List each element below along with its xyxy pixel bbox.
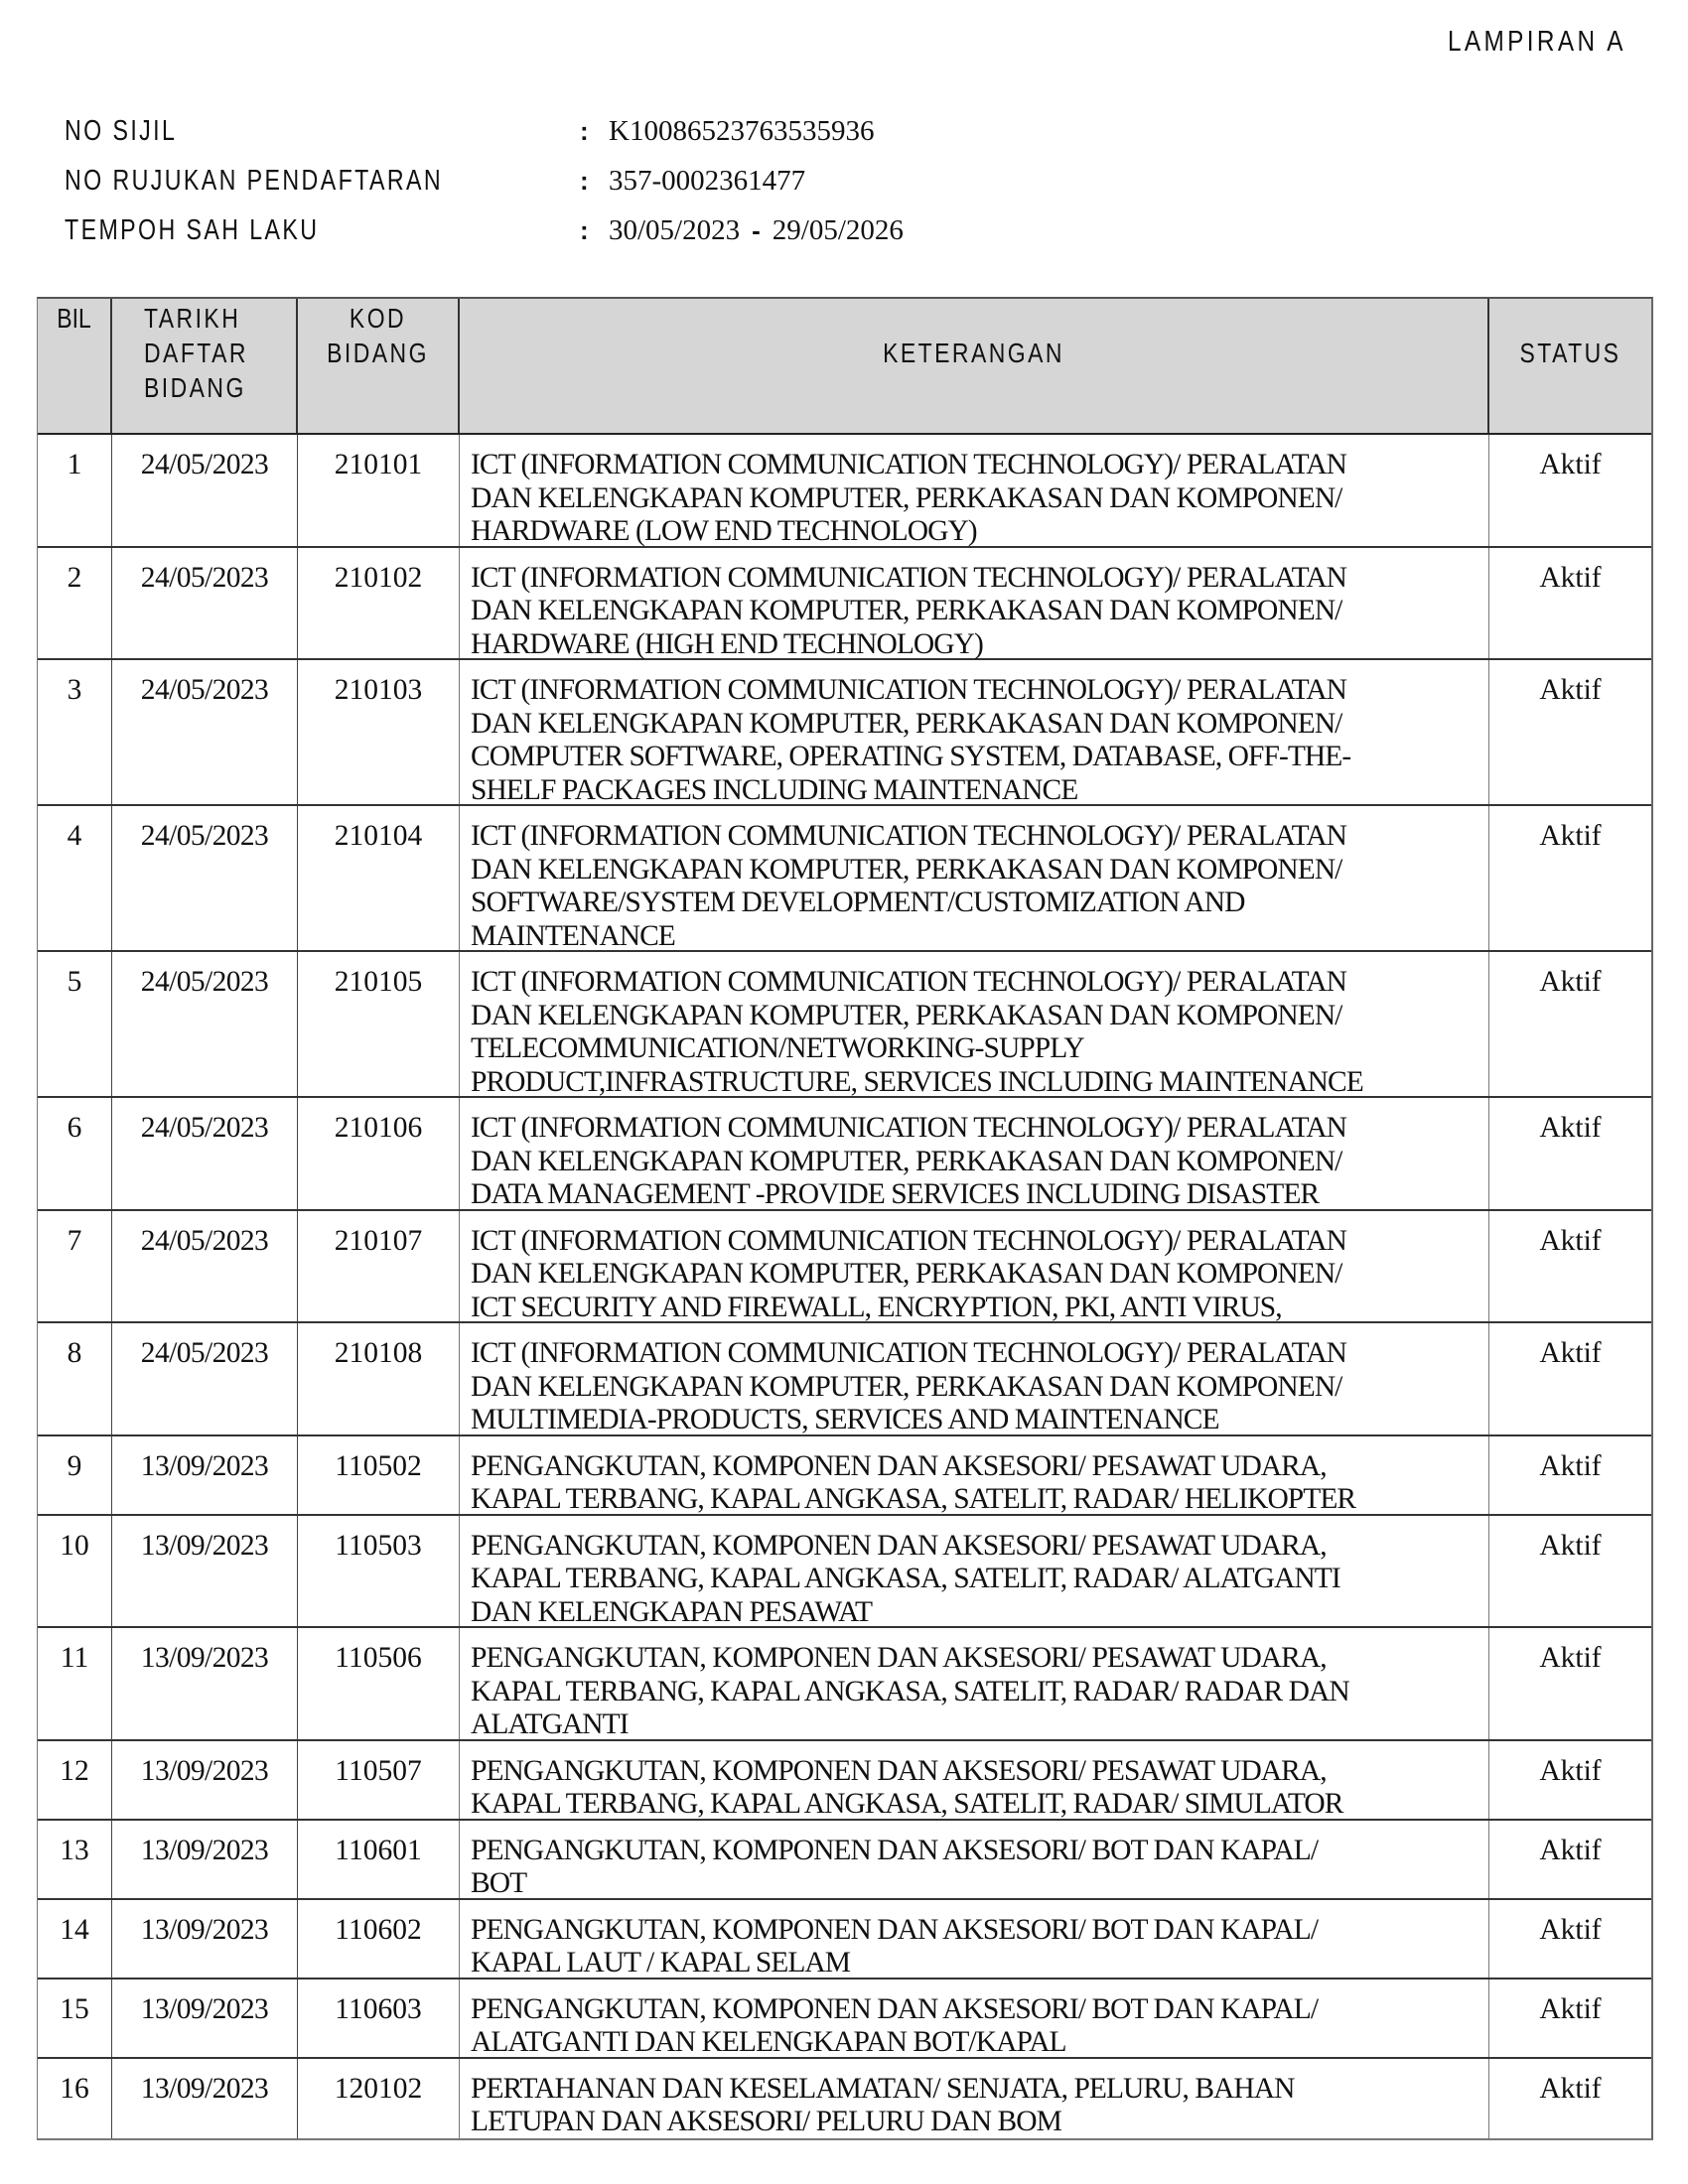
row-number: 4 (67, 820, 82, 852)
registration-date-cell (112, 1821, 298, 1898)
field-code-cell (298, 1436, 460, 1514)
field-description (471, 562, 1488, 662)
description-line: DAN KELENGKAPAN KOMPUTER, PERKAKASAN DAN KOMPONEN/ (471, 1370, 1342, 1403)
registration-date-cell (112, 1211, 298, 1322)
column-header-text: BIL (57, 303, 91, 334)
description-line: BOT (471, 1867, 527, 1899)
meta-label: NO SIJIL (65, 115, 178, 147)
registration-date: 13/09/2023 (140, 1529, 269, 1562)
description-line: MULTIMEDIA-PRODUCTS, SERVICES AND MAINTENANCE (471, 1404, 1219, 1435)
registration-date: 13/09/2023 (140, 1449, 269, 1482)
field-code-cell (298, 1098, 460, 1209)
row-number-cell (38, 548, 112, 659)
column-header-kod-bidang (298, 299, 460, 433)
meta-colon: : (580, 215, 589, 245)
table-row (38, 2059, 1651, 2138)
row-number: 6 (67, 1112, 82, 1144)
status-value-cell (1489, 1900, 1651, 1978)
description-line: ICT SECURITY AND FIREWALL, ENCRYPTION, PKI, ANTI VIRUS, (471, 1291, 1282, 1323)
field-code: 110603 (335, 1992, 422, 2025)
field-description (471, 966, 1488, 1099)
description-line: KAPAL TERBANG, KAPAL ANGKASA, SATELIT, RADAR/ RADAR DAN (471, 1675, 1349, 1707)
table-header-row (38, 299, 1651, 435)
column-header-status (1489, 299, 1651, 433)
description-line: KAPAL TERBANG, KAPAL ANGKASA, SATELIT, RADAR/ ALATGANTI (471, 1563, 1340, 1594)
registration-date: 24/05/2023 (140, 820, 269, 852)
appendix-label: LAMPIRAN A (1448, 26, 1626, 58)
validity-period (609, 210, 904, 250)
description-line: ALATGANTI (471, 1708, 629, 1740)
field-code-cell (298, 1741, 460, 1819)
status-value-cell (1489, 2059, 1651, 2138)
table-row (38, 548, 1651, 661)
registration-date-cell (112, 2059, 298, 2138)
field-description (471, 1642, 1488, 1742)
registration-date-cell (112, 1741, 298, 1819)
description-line: DATA MANAGEMENT -PROVIDE SERVICES INCLUDING DISASTER (471, 1178, 1320, 1210)
registration-date: 13/09/2023 (140, 1642, 269, 1674)
row-number-cell (38, 2059, 112, 2138)
status-value-cell (1489, 1741, 1651, 1819)
description-line: PENGANGKUTAN, KOMPONEN DAN AKSESORI/ BOT DAN KAPAL/ (471, 1913, 1319, 1946)
registration-date: 13/09/2023 (140, 1913, 269, 1946)
row-number-cell (38, 1628, 112, 1739)
status-value-cell (1489, 1211, 1651, 1322)
field-description-cell (460, 1323, 1489, 1434)
description-line: PENGANGKUTAN, KOMPONEN DAN AKSESORI/ PESAWAT UDARA, (471, 1754, 1327, 1787)
field-description-cell (460, 1516, 1489, 1627)
field-code: 210107 (334, 1224, 423, 1257)
row-number: 7 (67, 1224, 82, 1257)
table-row (38, 1900, 1651, 1979)
status-value-cell (1489, 1436, 1651, 1514)
table-row (38, 1628, 1651, 1741)
status-value-cell (1489, 1979, 1651, 2057)
status-value-cell (1489, 660, 1651, 804)
field-code-cell (298, 1323, 460, 1434)
description-line: PENGANGKUTAN, KOMPONEN DAN AKSESORI/ BOT DAN KAPAL/ (471, 1834, 1319, 1866)
description-line: ICT (INFORMATION COMMUNICATION TECHNOLOGY)/ PERALATAN (471, 449, 1346, 480)
field-code-cell (298, 952, 460, 1096)
description-line: MAINTENANCE (471, 919, 675, 952)
description-line: HARDWARE (LOW END TECHNOLOGY) (471, 515, 977, 547)
field-code: 120102 (334, 2072, 423, 2105)
column-header-text: KETERANGAN (883, 338, 1064, 368)
column-header-tarikh-daftar-bidang (112, 299, 298, 433)
registration-date: 13/09/2023 (140, 1992, 269, 2025)
field-description-cell (460, 806, 1489, 950)
description-line: DAN KELENGKAPAN KOMPUTER, PERKAKASAN DAN KOMPONEN/ (471, 707, 1342, 740)
table-row (38, 1211, 1651, 1324)
row-number: 13 (60, 1834, 89, 1866)
field-code: 210106 (334, 1112, 423, 1144)
registration-date-cell (112, 952, 298, 1096)
row-number-cell (38, 1516, 112, 1627)
field-registration-table (37, 297, 1653, 2140)
description-line: SOFTWARE/SYSTEM DEVELOPMENT/CUSTOMIZATION AND (471, 887, 1245, 918)
registration-date-cell (112, 660, 298, 804)
row-number: 1 (67, 449, 82, 480)
column-header-text: BIDANG (327, 338, 429, 368)
row-number-cell (38, 1741, 112, 1819)
description-line: ICT (INFORMATION COMMUNICATION TECHNOLOGY)/ PERALATAN (471, 966, 1346, 998)
status-value-cell (1489, 806, 1651, 950)
description-line: PENGANGKUTAN, KOMPONEN DAN AKSESORI/ PESAWAT UDARA, (471, 1529, 1327, 1562)
row-number-cell (38, 1821, 112, 1898)
field-code: 110507 (335, 1754, 422, 1787)
table-row (38, 1323, 1651, 1436)
status-value: Aktif (1539, 2072, 1602, 2105)
row-number: 11 (60, 1642, 89, 1674)
row-number: 12 (60, 1754, 89, 1787)
meta-label: TEMPOH SAH LAKU (65, 214, 320, 246)
description-line: LETUPAN DAN AKSESORI/ PELURU DAN BOM (471, 2106, 1061, 2137)
registration-date-cell (112, 1900, 298, 1978)
status-value: Aktif (1539, 1112, 1602, 1144)
description-line: KAPAL TERBANG, KAPAL ANGKASA, SATELIT, RADAR/ SIMULATOR (471, 1788, 1343, 1820)
table-row (38, 952, 1651, 1098)
field-code: 210103 (334, 674, 423, 706)
description-line: ICT (INFORMATION COMMUNICATION TECHNOLOGY)/ PERALATAN (471, 1337, 1346, 1369)
field-description (471, 1914, 1488, 1980)
row-number-cell (38, 952, 112, 1096)
status-value: Aktif (1539, 1642, 1602, 1674)
field-description (471, 820, 1488, 953)
field-code-cell (298, 1821, 460, 1898)
registration-date-cell (112, 1628, 298, 1739)
status-value: Aktif (1539, 1992, 1602, 2025)
field-description-cell (460, 1979, 1489, 2057)
status-value: Aktif (1539, 1449, 1602, 1482)
description-line: DAN KELENGKAPAN KOMPUTER, PERKAKASAN DAN KOMPONEN/ (471, 481, 1342, 514)
field-description (471, 1530, 1488, 1630)
field-description (471, 449, 1488, 549)
validity-end-date: 29/05/2026 (772, 214, 904, 246)
status-value: Aktif (1539, 561, 1602, 594)
row-number: 8 (67, 1337, 82, 1369)
table-row (38, 1516, 1651, 1629)
table-row (38, 1979, 1651, 2059)
description-line: TELECOMMUNICATION/NETWORKING-SUPPLY (471, 1032, 1084, 1064)
field-code: 210101 (334, 449, 423, 480)
description-line: PENGANGKUTAN, KOMPONEN DAN AKSESORI/ BOT DAN KAPAL/ (471, 1992, 1319, 2025)
status-value-cell (1489, 1516, 1651, 1627)
field-code-cell (298, 1979, 460, 2057)
status-value-cell (1489, 1821, 1651, 1898)
status-value: Aktif (1539, 820, 1602, 852)
table-row (38, 660, 1651, 806)
description-line: ALATGANTI DAN KELENGKAPAN BOT/KAPAL (471, 2026, 1066, 2058)
description-line: SHELF PACKAGES INCLUDING MAINTENANCE (471, 773, 1078, 806)
column-header-text: TARIKH (144, 303, 241, 334)
registration-date: 24/05/2023 (140, 966, 269, 998)
column-header-text: STATUS (1519, 338, 1621, 368)
field-description-cell (460, 1821, 1489, 1898)
description-line: PENGANGKUTAN, KOMPONEN DAN AKSESORI/ PESAWAT UDARA, (471, 1449, 1327, 1482)
field-description-cell (460, 1741, 1489, 1819)
status-value-cell (1489, 1628, 1651, 1739)
description-line: DAN KELENGKAPAN KOMPUTER, PERKAKASAN DAN KOMPONEN/ (471, 1145, 1342, 1177)
registration-date: 24/05/2023 (140, 1337, 269, 1369)
column-header-text: BIDANG (144, 372, 246, 403)
description-line: KAPAL TERBANG, KAPAL ANGKASA, SATELIT, RADAR/ HELIKOPTER (471, 1483, 1356, 1515)
description-line: ICT (INFORMATION COMMUNICATION TECHNOLOGY)/ PERALATAN (471, 1224, 1346, 1257)
field-description-cell (460, 952, 1489, 1096)
status-value: Aktif (1539, 1337, 1602, 1369)
field-description-cell (460, 1628, 1489, 1739)
row-number-cell (38, 1900, 112, 1978)
registration-date: 13/09/2023 (140, 1834, 269, 1866)
status-value-cell (1489, 548, 1651, 659)
field-code-cell (298, 435, 460, 546)
table-body (38, 435, 1651, 2138)
description-line: ICT (INFORMATION COMMUNICATION TECHNOLOGY)/ PERALATAN (471, 561, 1346, 594)
field-description (471, 1112, 1488, 1212)
registration-date-cell (112, 1979, 298, 2057)
field-description (471, 1225, 1488, 1325)
meta-label: NO RUJUKAN PENDAFTARAN (65, 165, 444, 197)
field-code-cell (298, 1628, 460, 1739)
row-number-cell (38, 1323, 112, 1434)
field-description-cell (460, 1436, 1489, 1514)
row-number: 16 (60, 2072, 89, 2105)
registration-reference: 357-0002361477 (609, 165, 806, 197)
field-code: 110506 (335, 1642, 422, 1674)
registration-date: 24/05/2023 (140, 674, 269, 706)
field-description-cell (460, 548, 1489, 659)
registration-date-cell (112, 1436, 298, 1514)
field-code-cell (298, 1211, 460, 1322)
description-line: DAN KELENGKAPAN KOMPUTER, PERKAKASAN DAN KOMPONEN/ (471, 999, 1342, 1031)
row-number: 14 (60, 1913, 89, 1946)
status-value: Aktif (1539, 1754, 1602, 1787)
field-code: 110502 (335, 1449, 422, 1482)
status-value-cell (1489, 1098, 1651, 1209)
description-line: PENGANGKUTAN, KOMPONEN DAN AKSESORI/ PESAWAT UDARA, (471, 1642, 1327, 1674)
meta-colon: : (580, 116, 589, 146)
registration-date: 24/05/2023 (140, 1224, 269, 1257)
column-header-bil (38, 299, 112, 433)
description-line: KAPAL LAUT / KAPAL SELAM (471, 1947, 851, 1979)
row-number-cell (38, 660, 112, 804)
field-code-cell (298, 1516, 460, 1627)
registration-date-cell (112, 435, 298, 546)
table-row (38, 435, 1651, 548)
row-number-cell (38, 1436, 112, 1514)
row-number: 10 (60, 1529, 89, 1562)
column-header-text: DAFTAR (144, 338, 248, 368)
table-row (38, 806, 1651, 952)
meta-row-no-sijil (65, 111, 1057, 151)
description-line: ICT (INFORMATION COMMUNICATION TECHNOLOGY)/ PERALATAN (471, 674, 1346, 706)
status-value: Aktif (1539, 966, 1602, 998)
status-value: Aktif (1539, 674, 1602, 706)
registration-date: 24/05/2023 (140, 449, 269, 480)
field-description (471, 1450, 1488, 1517)
status-value-cell (1489, 952, 1651, 1096)
description-line: PERTAHANAN DAN KESELAMATAN/ SENJATA, PELURU, BAHAN (471, 2072, 1295, 2105)
registration-date: 24/05/2023 (140, 1112, 269, 1144)
meta-row-no-rujukan (65, 161, 1057, 201)
field-code: 210102 (334, 561, 423, 594)
field-code-cell (298, 660, 460, 804)
status-value-cell (1489, 435, 1651, 546)
row-number: 15 (60, 1992, 89, 2025)
field-code-cell (298, 548, 460, 659)
field-description-cell (460, 435, 1489, 546)
description-line: DAN KELENGKAPAN PESAWAT (471, 1595, 873, 1628)
field-code-cell (298, 1900, 460, 1978)
field-description (471, 674, 1488, 807)
field-description (471, 1993, 1488, 2060)
validity-start-date: 30/05/2023 (609, 214, 741, 246)
column-header-keterangan (460, 299, 1489, 433)
description-line: DAN KELENGKAPAN KOMPUTER, PERKAKASAN DAN KOMPONEN/ (471, 595, 1342, 626)
table-row (38, 1436, 1651, 1516)
status-value: Aktif (1539, 1913, 1602, 1946)
registration-date: 13/09/2023 (140, 2072, 269, 2105)
field-description-cell (460, 660, 1489, 804)
field-code-cell (298, 2059, 460, 2138)
status-value: Aktif (1539, 1224, 1602, 1257)
row-number: 3 (67, 674, 82, 706)
registration-date: 13/09/2023 (140, 1754, 269, 1787)
description-line: ICT (INFORMATION COMMUNICATION TECHNOLOGY)/ PERALATAN (471, 820, 1346, 852)
description-line: COMPUTER SOFTWARE, OPERATING SYSTEM, DATABASE, OFF-THE- (471, 741, 1351, 772)
field-description-cell (460, 1098, 1489, 1209)
column-header-text: KOD (349, 303, 407, 334)
description-line: HARDWARE (HIGH END TECHNOLOGY) (471, 627, 983, 660)
registration-date-cell (112, 1323, 298, 1434)
status-value: Aktif (1539, 449, 1602, 480)
row-number-cell (38, 1979, 112, 2057)
field-code-cell (298, 806, 460, 950)
registration-date-cell (112, 806, 298, 950)
status-value: Aktif (1539, 1834, 1602, 1866)
field-description (471, 1337, 1488, 1437)
registration-date-cell (112, 1516, 298, 1627)
table-row (38, 1098, 1651, 1211)
row-number: 5 (67, 966, 82, 998)
meta-colon: : (580, 166, 589, 196)
table-row (38, 1821, 1651, 1900)
description-line: PRODUCT,INFRASTRUCTURE, SERVICES INCLUDING MAINTENANCE (471, 1065, 1363, 1098)
registration-date: 24/05/2023 (140, 561, 269, 594)
row-number: 9 (67, 1449, 82, 1482)
field-code: 110503 (335, 1529, 422, 1562)
date-range-separator: - (752, 215, 761, 245)
field-description-cell (460, 1900, 1489, 1978)
row-number-cell (38, 1211, 112, 1322)
registration-date-cell (112, 548, 298, 659)
description-line: DAN KELENGKAPAN KOMPUTER, PERKAKASAN DAN KOMPONEN/ (471, 853, 1342, 886)
status-value: Aktif (1539, 1529, 1602, 1562)
field-description-cell (460, 1211, 1489, 1322)
field-description (471, 2073, 1488, 2139)
field-code: 110602 (335, 1913, 422, 1946)
field-description (471, 1835, 1488, 1901)
registration-date-cell (112, 1098, 298, 1209)
row-number-cell (38, 1098, 112, 1209)
status-value-cell (1489, 1323, 1651, 1434)
row-number-cell (38, 435, 112, 546)
field-code: 210108 (334, 1337, 423, 1369)
row-number: 2 (67, 561, 82, 594)
meta-row-tempoh (65, 210, 1057, 250)
row-number-cell (38, 806, 112, 950)
description-line: ICT (INFORMATION COMMUNICATION TECHNOLOGY)/ PERALATAN (471, 1112, 1346, 1144)
field-code: 210104 (334, 820, 423, 852)
field-code: 110601 (335, 1834, 422, 1866)
description-line: DAN KELENGKAPAN KOMPUTER, PERKAKASAN DAN KOMPONEN/ (471, 1258, 1342, 1290)
field-description (471, 1755, 1488, 1822)
field-description-cell (460, 2059, 1489, 2138)
field-code: 210105 (334, 966, 423, 998)
table-row (38, 1741, 1651, 1821)
certificate-number: K10086523763535936 (609, 115, 875, 147)
